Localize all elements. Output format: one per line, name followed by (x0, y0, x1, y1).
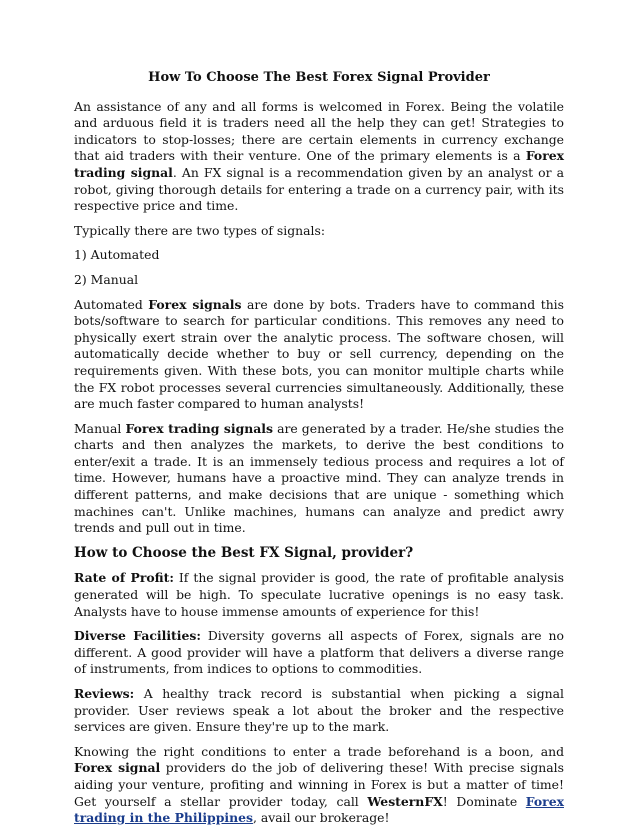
reviews-text: A healthy track record is substantial when picking a signal provider. User reviews speak a lot about the broker and the respective services are given. Ensure they're up to the mark. (74, 686, 564, 735)
diverse-facilities-label: Diverse Facilities: (74, 628, 201, 644)
reviews-paragraph (74, 686, 564, 736)
diverse-facilities-paragraph (74, 628, 564, 678)
reviews-label: Reviews: (74, 686, 135, 701)
intro-text-1: An assistance of any and all forms is welcomed in Forex. Being the volatile and arduous field it is traders need all the help they can get! Strategies to indicators to stop-losses; there are certain elements in currency exchange that aid traders with their venture. One of the primary elements is a (74, 98, 564, 164)
document-title: How To Choose The Best Forex Signal Provider (148, 70, 490, 85)
closing-text-2: providers do the job of delivering these! With precise signals aiding your venture, profiting and winning in Forex is but a matter of time! Get yourself a stellar provider today, call (74, 760, 564, 809)
closing-text-4: , avail our brokerage! (252, 810, 390, 826)
automated-text-2: are done by bots. Traders have to command this bots/software to search for particular conditions. This removes any need to physically exert strain over the analytic process. The software chosen, will automatically decide whether to buy or sell currency, depending on the requirements given. With these bots, you can monitor multiple charts while the FX robot processes several currencies simultaneously. Additionally, these are much faster compared to human analysts! (74, 296, 565, 412)
type-automated: 1) Automated (74, 247, 160, 263)
company-name: WesternFX (367, 793, 443, 809)
intro-paragraph (74, 99, 564, 215)
automated-paragraph (74, 297, 564, 413)
intro-text-2: . An FX signal is a recommendation given by an analyst or a robot, giving thorough details for entering a trade on a currency pair, with its respective price and time. (74, 164, 565, 214)
section-heading: How to Choose the Best FX Signal, provider? (74, 544, 414, 561)
manual-bold-term: Forex trading signals (125, 420, 273, 436)
closing-text-1: Knowing the right conditions to enter a trade beforehand is a boon, and (74, 743, 564, 759)
automated-text-1: Automated (74, 296, 149, 312)
rate-of-profit-paragraph (74, 570, 564, 620)
manual-text-1: Manual (74, 420, 126, 436)
types-intro: Typically there are two types of signals: (74, 222, 326, 238)
type-manual: 2) Manual (74, 271, 139, 287)
rate-of-profit-label: Rate of Profit: (74, 570, 174, 586)
document-page (74, 70, 564, 835)
closing-text-3: ! Dominate (442, 793, 526, 809)
manual-paragraph (74, 421, 564, 537)
manual-text-2: are generated by a trader. He/she studies the charts and then analyzes the markets, to derive the best conditions to enter/exit a trade. It is an immensely tedious process and requires a lot of time. However, humans have a proactive mind. They can analyze trends in different patterns, and make decisions that are unique - something which machines can't. Unlike machines, humans can analyze and predict awry trends and pull out in time. (74, 420, 565, 536)
intro-bold-term: Forex trading signal (74, 148, 564, 180)
automated-bold-term: Forex signals (148, 296, 242, 312)
rate-of-profit-text: If the signal provider is good, the rate of profitable analysis generated will be high. To speculate lucrative openings is no easy task. Analysts have to house immense amounts of experience for this! (74, 570, 564, 619)
closing-bold-term: Forex signal (74, 760, 161, 776)
forex-philippines-link[interactable]: Forex trading in the Philippines (74, 793, 564, 826)
diverse-facilities-text: Diversity governs all aspects of Forex, signals are no different. A good provider will have a platform that delivers a diverse range of instruments, from indices to options to commodities. (74, 628, 564, 677)
closing-paragraph (74, 744, 564, 827)
